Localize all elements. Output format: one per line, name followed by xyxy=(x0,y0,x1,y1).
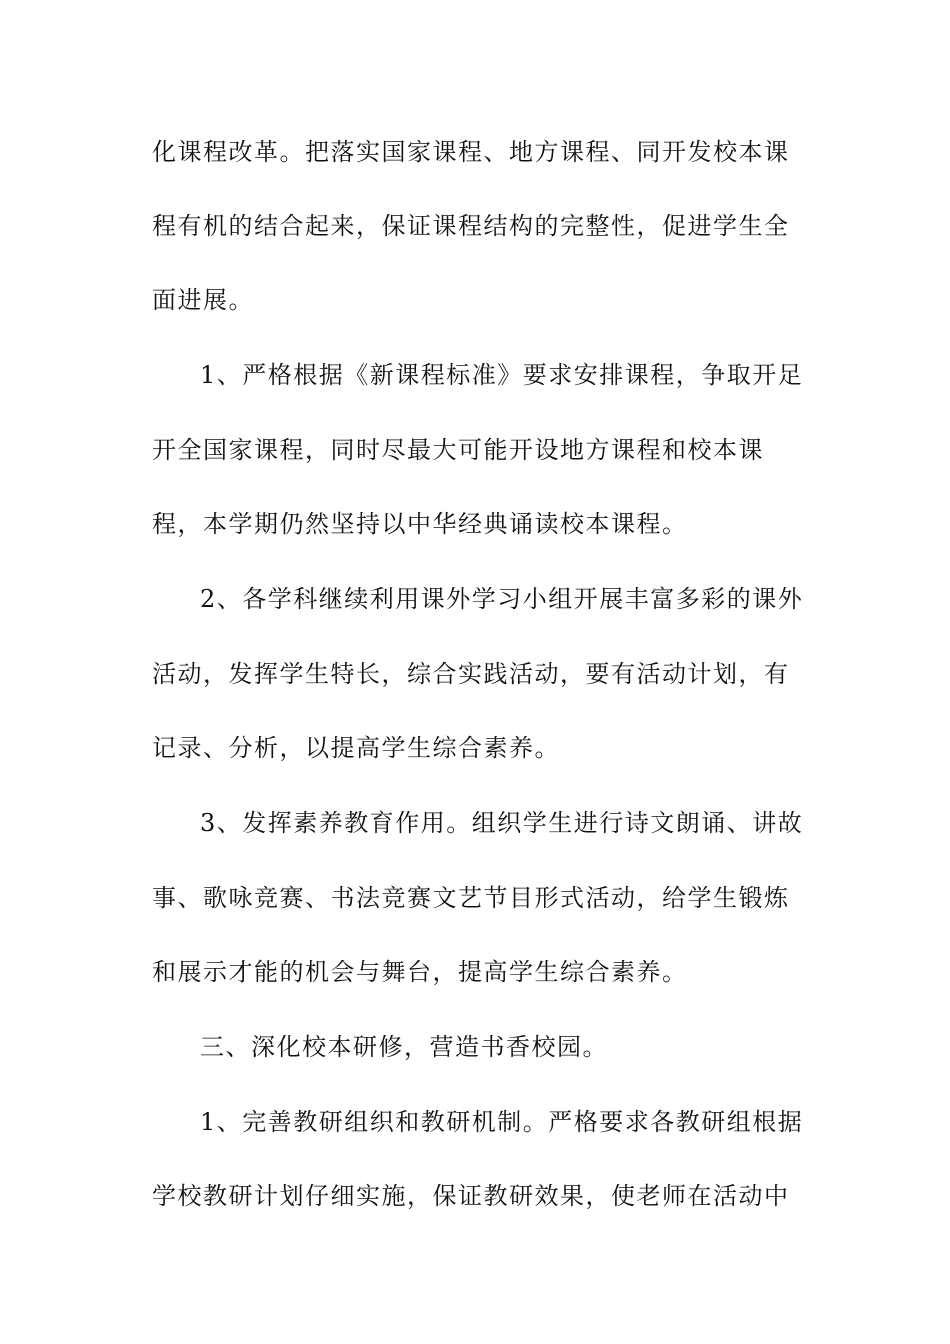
text-line-9: 记录、分析，以提高学生综合素养。 xyxy=(152,734,560,762)
text-line-11: 事、歌咏竞赛、书法竞赛文艺节目形式活动，给学生锻炼 xyxy=(152,884,790,912)
text-line-2: 程有机的结合起来，保证课程结构的完整性，促进学生全 xyxy=(152,212,790,240)
text-line-4: 1、严格根据《新课程标准》要求安排课程，争取开足 xyxy=(200,361,804,389)
text-line-1: 化课程改革。把落实国家课程、地方课程、同开发校本课 xyxy=(152,138,790,166)
text-line-13: 三、深化校本研修，营造书香校园。 xyxy=(200,1033,608,1061)
text-line-12: 和展示才能的机会与舞台，提高学生综合素养。 xyxy=(152,958,688,986)
text-line-6: 程，本学期仍然坚持以中华经典诵读校本课程。 xyxy=(152,510,688,538)
text-line-7: 2、各学科继续利用课外学习小组开展丰富多彩的课外 xyxy=(200,585,804,613)
text-line-14: 1、完善教研组织和教研机制。严格要求各教研组根据 xyxy=(200,1108,804,1136)
text-line-5: 开全国家课程，同时尽最大可能开设地方课程和校本课 xyxy=(152,436,764,464)
text-line-3: 面进展。 xyxy=(152,286,254,314)
text-line-8: 活动，发挥学生特长，综合实践活动，要有活动计划，有 xyxy=(152,660,790,688)
text-line-15: 学校教研计划仔细实施，保证教研效果，使老师在活动中 xyxy=(152,1182,790,1210)
text-line-10: 3、发挥素养教育作用。组织学生进行诗文朗诵、讲故 xyxy=(200,809,804,837)
